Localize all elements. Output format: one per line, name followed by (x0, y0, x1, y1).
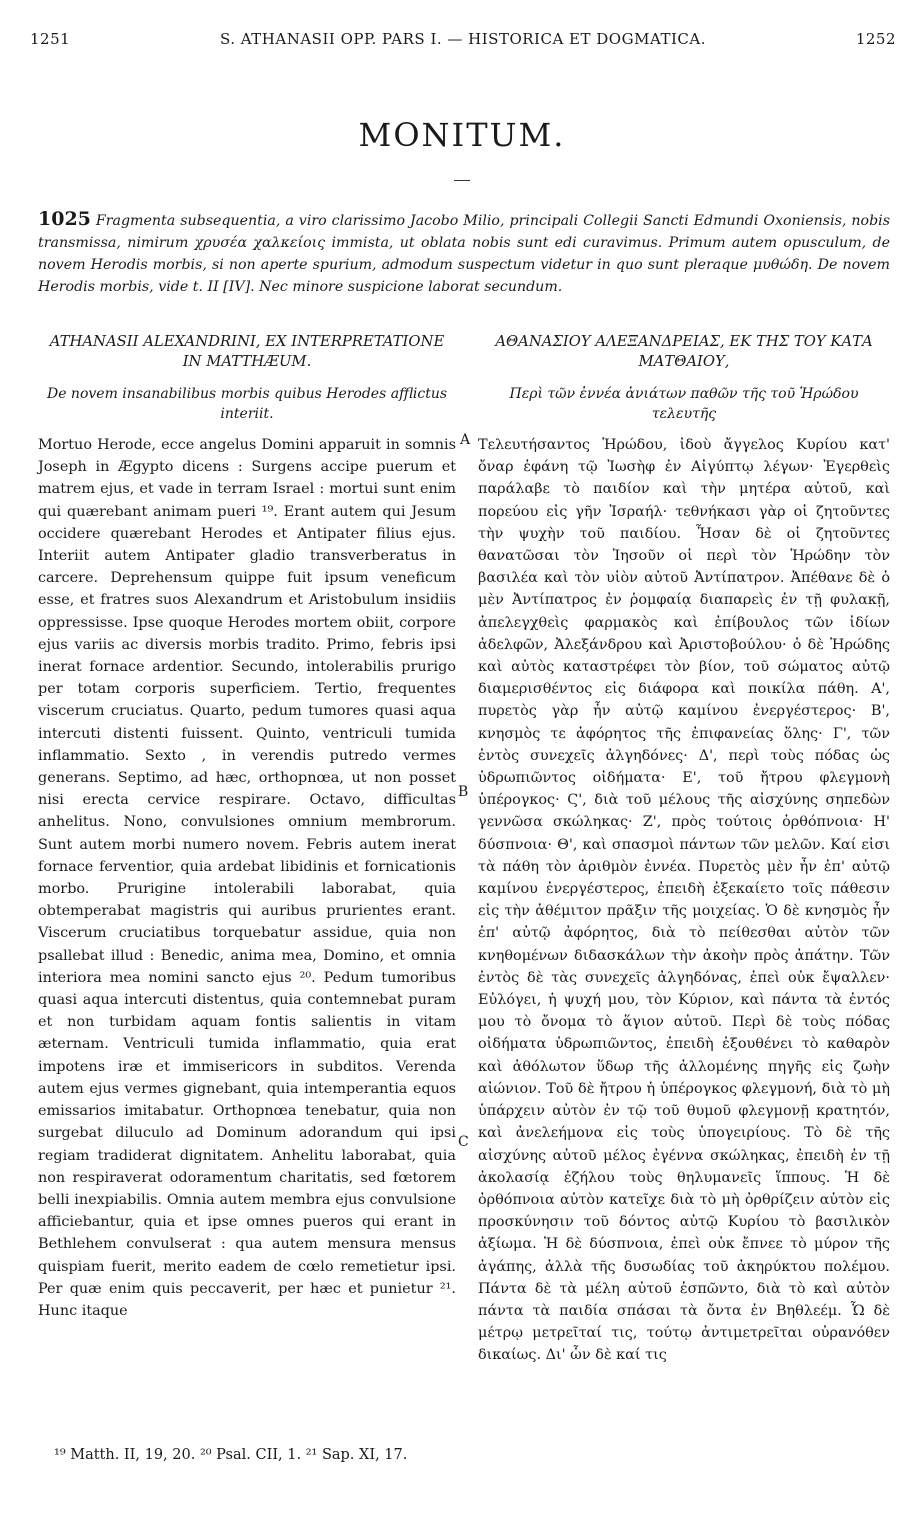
footnotes: ¹⁹ Matth. II, 19, 20. ²⁰ Psal. CII, 1. ²¹ Sap. XI, 17. (54, 1447, 408, 1463)
page-number-left: 1251 (30, 30, 71, 48)
margin-mark-c: C (458, 1134, 469, 1150)
latin-column (38, 332, 456, 1322)
latin-body: Mortuo Herode, ecce angelus Domini apparuit in somnis Joseph in Ægypto dicens : Surgens accipe puerum et matrem ejus, et vade in terram Israel : mortui sunt enim qui quærebant animam pueri ¹⁹. Erant autem qui Jesum occidere quærebant Herodes et Antipater filius ejus. Interiit autem Antipater gladio transverberatus in carcere. Deprehensum quippe fuit ipsum veneficum esse, et fratres suos Alexandrum et Aristobulum insidiis oppressisse. Ipse quoque Herodes mortem obiit, corpore ejus variis ac diversis morbis tradito. Primo, febris ipsi inerat fornace ardentior. Secundo, intolerabilis prurigo per totam corporis superficiem. Tertio, frequentes viscerum cruciatus. Quarto, pedum tumores quasi aqua intercuti distenti fuissent. Quinto, ventriculi tumida inflammatio. Sexto , in verendis putredo vermes generans. Septimo, ad hæc, orthopnœa, ut non posset nisi erecta cervice respirare. Octavo, difficultas anhelitus. Nono, convulsiones omnium membrorum. Sunt autem morbi numero novem. Febris autem inerat fornace ferventior, quia ardebat libidinis et fornicationis morbo. Prurigine intolerabili laborabat, quia obtemperabat magistris qui auribus prurientes erant. Viscerum cruciatibus torquebatur assidue, quia non psallebat illud : Benedic, anima mea, Domino, et omnia interiora mea nomini sancto ejus ²⁰. Pedum tumoribus quasi aqua intercuti distentus, quia contemnebat puram et non turbidam aquam fontis salientis in vitam æternam. Ventriculi tumida inflammatio, quia erat impotens iræ et immisericors in subditos. Verenda autem ejus vermes gignebant, quia intemperantia equos emissarios imitabatur. Orthopnœa tenebatur, quia non surgebat diluculo ad Dominum adorandum qui ipsi regiam tradiderat dignitatem. Anhelitu laborabat, quia non respiraverat odoramentum charitatis, sed fœtorem belli inexpiabilis. Omnia autem membra ejus convulsione afficiebantur, quia et ipse omnes pueros qui erant in Bethlehem convulserat : qua autem mensura mensus quispiam fuerit, merito eadem de cœlo remetietur ipsi. Per quæ enim quis peccaverit, per hæc et punietur ²¹. Hunc itaque (38, 437, 456, 1319)
page-number-right: 1252 (855, 30, 896, 48)
margin-mark-a: A (460, 432, 471, 448)
latin-subheading: De novem insanabilibus morbis quibus Herodes afflictus interiit. (46, 386, 448, 422)
running-title: S. ATHANASII OPP. PARS I. — HISTORICA ET DOGMATICA. (220, 30, 706, 48)
latin-heading: ATHANASII ALEXANDRINI, EX INTERPRETATIONE IN MATTHÆUM. (49, 333, 445, 370)
greek-subheading: Περὶ τῶν ἐννέα ἀνιάτων παθῶν τῆς τοῦ Ἡρώδου τελευτῆς (509, 386, 859, 422)
intro-text: Fragmenta subsequentia, a viro clarissimo Jacobo Milio, principali Collegii Sancti Edmundi Oxoniensis, nobis transmissa, nimirum χρυσέα χαλκείοις immista, ut oblata nobis sunt edi curavimus. Primum autem opusculum, de novem Herodis morbis, si non aperte spurium, admodum suspectum videtur in quo sunt pleraque μυθώδη. De novem Herodis morbis, vide t. II [IV]. Nec minore suspicione laborat secundum. (38, 213, 890, 295)
greek-body: Τελευτήσαντος Ἡρώδου, ἰδοὺ ἄγγελος Κυρίου κατ' ὄναρ ἐφάνη τῷ Ἰωσὴφ ἐν Αἰγύπτῳ λέγων· Ἐγερθεὶς παράλαβε τὸ παιδίον καὶ τὴν μητέρα αὐτοῦ, καὶ πορεύου εἰς γῆν Ἰσραήλ· τεθνήκασι γὰρ οἱ ζητοῦντες τὴν ψυχὴν τοῦ παιδίου. Ἦσαν δὲ οἱ ζητοῦντες θανατῶσαι τὸν Ἰησοῦν οἱ περὶ τὸν Ἡρώδην τὸν βασιλέα καὶ τὸν υἱὸν αὐτοῦ Ἀντίπατρον. Ἀπέθανε δὲ ὁ μὲν Ἀντίπατρος ἐν ῥομφαίᾳ διαπαρεὶς ἐν τῇ φυλακῇ, ἀπελεγχθεὶς φαρμακὸς καὶ ἐπίβουλος τῶν ἰδίων ἀδελφῶν, Ἀλεξάνδρου καὶ Ἀριστοβούλου· ὁ δὲ Ἡρώδης καὶ αὐτὸς καταστρέφει τὸν βίον, τοῦ σώματος αὐτῷ διαμερισθέντος εἰς διάφορα καὶ ποικίλα πάθη. Α', πυρετὸς γὰρ ἦν αὐτῷ καμίνου ἐνεργέστερος· Β', κνησμὸς τε ἀφόρητος τῆς ἐπιφανείας ὅλης· Γ', τῶν ἐντὸς συνεχεῖς ἀλγηδόνες· Δ', περὶ τοὺς πόδας ὡς ὑδρωπιῶντος οἰδήματα· Ε', τοῦ ἤτρου φλεγμονὴ ὑπέρογκος· Ϛ', διὰ τοῦ μέλους τῆς αἰσχύνης σηπεδὼν γεννῶσα σκώληκας· Ζ', πρὸς τούτοις ὀρθόπνοια· Η' δύσπνοια· Θ', καὶ σπασμοὶ πάντων τῶν μελῶν. Καί εἰσι τὰ πάθη τὸν ἀριθμὸν ἐννέα. Πυρετὸς μὲν ἦν ἐπ' αὐτῷ καμίνου ἐνεργέστερος, ἐπειδὴ ἐξεκαίετο τοῖς πάθεσιν εἰς τὴν ἀθέμιτον πρᾶξιν τῆς μοιχείας. Ὁ δὲ κνησμὸς ἦν ἐπ' αὐτῷ ἀφόρητος, διὰ τὸ πείθεσθαι αὐτὸν τῶν κνηθομένων διδασκάλων τὴν ἀκοὴν πρὸς ἀπάτην. Τῶν ἐντὸς δὲ τὰς συνεχεῖς ἀλγηδόνας, ἐπεὶ οὐκ ἔψαλλεν· Εὐλόγει, ἡ ψυχή μου, τὸν Κύριον, καὶ πάντα τὰ ἐντός μου τὸ ὄνομα τὸ ἅγιον αὐτοῦ. Περὶ δὲ τοὺς πόδας οἰδήματα ὑδρωπιῶντος, ἐπειδὴ ἐξουθένει τὸ καθαρὸν καὶ ἀθόλωτον ὕδωρ τῆς ἁλλομένης πηγῆς εἰς ζωὴν αἰώνιον. Τοῦ δὲ ἤτρου ἡ ὑπέρογκος φλεγμονή, διὰ τὸ μὴ ὑπάρχειν αὐτὸν ἐν τῷ τοῦ θυμοῦ φλεγμονῇ κρατητόν, καὶ ἀνελεήμονα εἰς τοὺς ὑπογειρίους. Τὸ δὲ τῆς αἰσχύνης αὐτοῦ μέλος ἐγέννα σκώληκας, ἐπειδὴ ἐν τῇ ἀκολασίᾳ ἐζήλου τοὺς θηλυμανεῖς ἵππους. Ἡ δὲ ὀρθόπνοια αὐτὸν κατεῖχε διὰ τὸ μὴ ὀρθρίζειν αὐτὸν εἰς προσκύνησιν τοῦ δόντος αὐτῷ Κυρίου τὸ βασιλικὸν ἀξίωμα. Ἡ δὲ δύσπνοια, ἐπεὶ οὐκ ἔπνεε τὸ μύρον τῆς ἀγάπης, ἀλλὰ τῆς δυσωδίας τοῦ ἀκηρύκτου πολέμου. Πάντα δὲ τὰ μέλη αὐτοῦ ἐσπῶντο, διὰ τὸ καὶ αὐτὸν πάντα τὰ παιδία σπάσαι τὰ ὄντα ἐν Βηθλεέμ. Ὧ δὲ μέτρῳ μετρεῖταί τις, τούτῳ ἀντιμετρεῖται οὐρανόθεν δικαίως. Δι' ὧν δὲ καί τις (478, 437, 890, 1364)
running-header (30, 30, 896, 54)
title-divider (454, 180, 470, 181)
intro-paragraph (38, 208, 890, 298)
paragraph-number: 1025 (38, 208, 91, 230)
margin-mark-b: B (458, 784, 469, 800)
greek-heading: ΑΘΑΝΑΣΙΟΥ ΑΛΕΞΑΝΔΡΕΙΑΣ, ΕΚ ΤΗΣ ΤΟΥ ΚΑΤΑ ΜΑΤΘΑΙΟΥ, (495, 333, 873, 370)
page-title: MONITUM. (358, 116, 566, 154)
greek-column (478, 332, 890, 1367)
